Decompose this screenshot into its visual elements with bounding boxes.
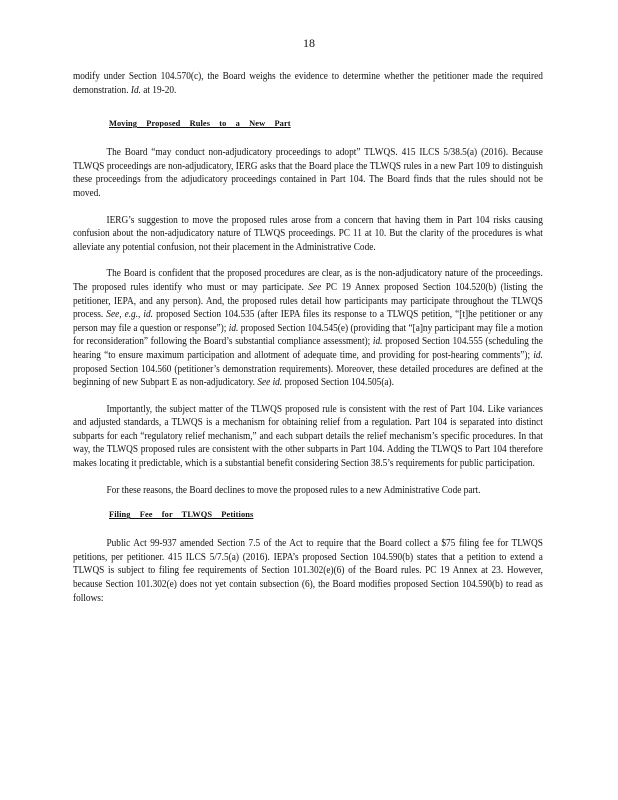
paragraph-2: IERG’s suggestion to move the proposed rules arose from a concern that having them in Part 104 risks causing confusion about the non-adjudicatory nature of TLWQS proceedings. PC 11 at 10. But the clarity of the procedures is what alleviate any potential confusion, not their placement in the Administrative Code. [73, 214, 543, 253]
section-heading-filing-fee: Filing Fee for TLWQS Petitions [109, 510, 254, 520]
paragraph-5: For these reasons, the Board declines to move the proposed rules to a new Administrative Code part. [106, 484, 481, 496]
paragraph-4: Importantly, the subject matter of the TLWQS proposed rule is consistent with the rest of Part 104. Like variances and adjusted standards, a TLWQS is a mechanism for obtaining relief from a regulation. Part 104 is separated into distinct subparts for each “regulatory relief mechanism,” and each subpart details the relief mechanism’s specific procedures. In that way, the TLWQS proposed rules are consistent with the other subparts in Part 104. Adding the TLWQS to Part 104 therefore makes locating it predictable, which is a substantial benefit considering Section 38.5’s requirements for public participation. [73, 403, 543, 470]
section-heading-moving-rules: Moving Proposed Rules to a New Part [109, 119, 291, 129]
document-body [73, 70, 543, 618]
page-number: 18 [303, 36, 315, 50]
paragraph-continuation: modify under Section 104.570(c), the Board weighs the evidence to determine whether the petitioner made the required demonstration. Id. at 19-20. [73, 71, 543, 96]
paragraph-1: The Board “may conduct non-adjudicatory proceedings to adopt” TLWQS. 415 ILCS 5/38.5(a) (2016). Because TLWQS proceedings are non-adjudicatory, IERG asks that the Board place the TLWQS rules in a new Part 109 to distinguish these proceedings from the adjudicatory proceedings contained in Part 104. The Board finds that the rules should not be moved. [73, 147, 543, 199]
paragraph-6: Public Act 99-937 amended Section 7.5 of the Act to require that the Board collect a $75 filing fee for TLWQS petitions, per petitioner. 415 ILCS 5/7.5(a) (2016). IEPA’s proposed Section 104.590(b) states that a petition to extend a TLWQS is subject to filing fee requirements of Section 101.302(e)(6) of the Board rules. PC 19 Annex at 23. However, because Section 101.302(e) does not yet contain subsection (6), the Board modifies proposed Section 104.590(b) to read as follows: [73, 538, 543, 604]
paragraph-3: The Board is confident that the proposed procedures are clear, as is the non-adjudicatory nature of the proceedings. The proposed rules identify who must or may participate. See PC 19 Annex proposed Section 104.520(b) (listing the petitioner, IEPA, and any person). And, the proposed rules detail how participants may participate throughout the TLWQS process. See, e.g., id. proposed Section 104.535 (after IEPA files its response to a TLWQS petition, “[t]he petitioner or any person may file a question or response”); id. proposed Section 104.545(e) (providing that “[a]ny participant may file a motion for reconsideration” following the Board’s substantial compliance assessment); id. proposed Section 104.555 (scheduling the hearing “to ensure maximum participation and allotment of adequate time, and providing for post-hearing comments”); id. proposed Section 104.560 (petitioner’s demonstration requirements). Moreover, these detailed procedures are defined at the beginning of new Subpart E as non-adjudicatory. See id. proposed Section 104.505(a). [73, 268, 543, 389]
